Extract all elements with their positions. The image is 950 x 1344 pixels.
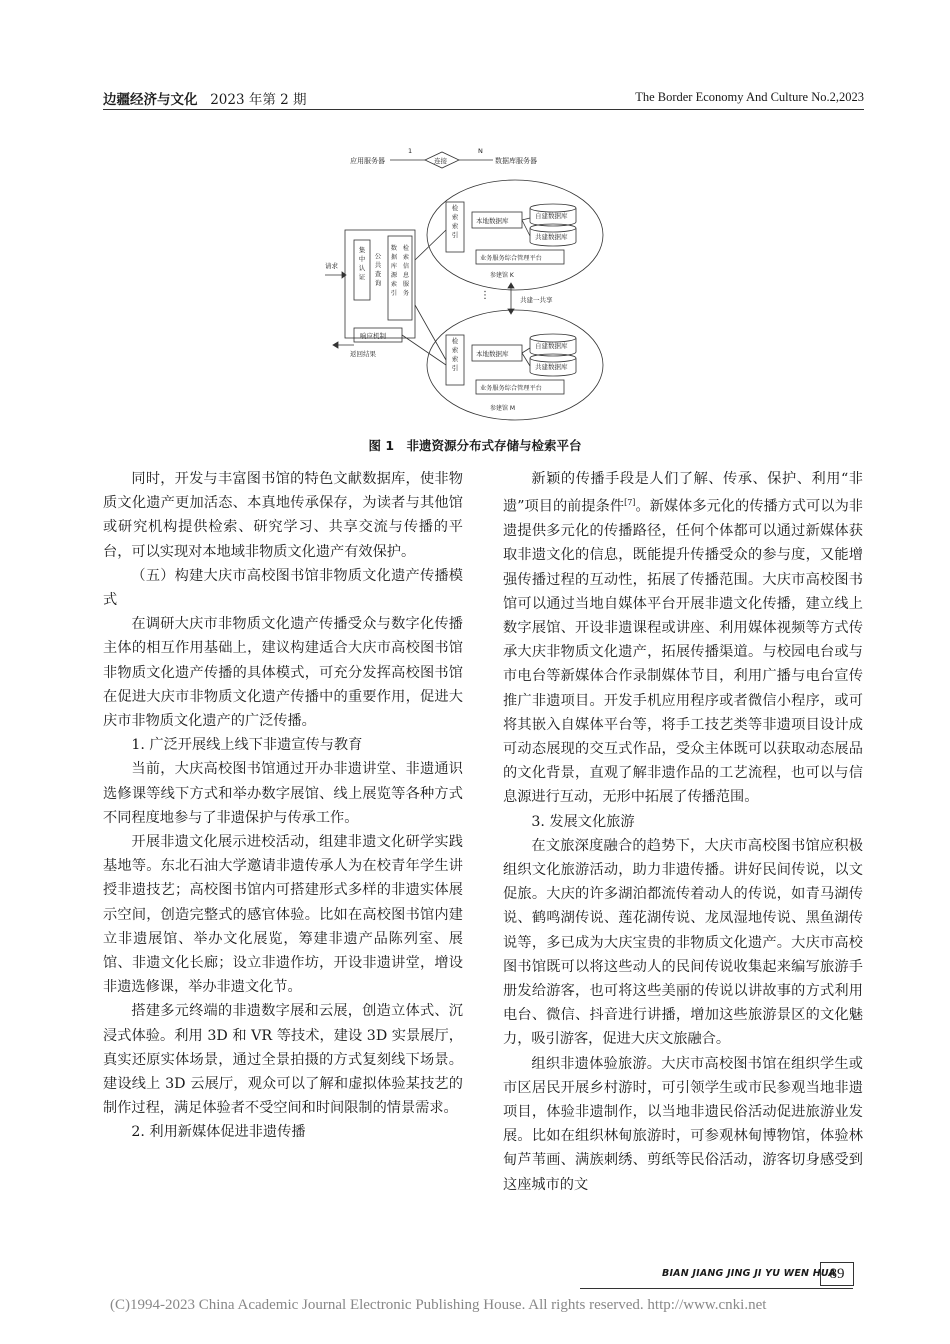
paragraph: 在文旅深度融合的趋势下，大庆市高校图书馆应积极组织文化旅游活动，助力非遗传播。讲好民间传说，以文促旅。大庆的许多湖泊都流传着动人的传说，如青马湖传说、鹤鸣湖传说、莲花湖传说、龙凤湿地传说、黑鱼湖传说等，多已成为大庆宝贵的非物质文化遗产。大庆市高校图书馆既可以将这些动人的民间传说收集起来编写旅游手册发给游客，也可将这些美丽的传说以讲故事的方式利用电台、微信、抖音进行讲播，增加这些旅游景区的文化魅力，吸引游客，促进大庆文旅融合。 xyxy=(503,837,863,1048)
subsection-heading: 1. 广泛开展线上线下非遗宣传与教育 xyxy=(131,737,363,754)
cardinality-n: N xyxy=(478,147,483,155)
shared-db-m: 共建数据库 xyxy=(535,363,568,371)
self-db-m: 自建数据库 xyxy=(535,342,568,350)
paragraph: 当前，大庆高校图书馆通过开办非遗讲堂、非遗通识选修课等线下方式和举办数字展馆、线上展览等各种方式不同程度地参与了非遗保护与传承工作。 xyxy=(103,761,463,826)
paragraph: 同时，开发与丰富图书馆的特色文献数据库，使非物质文化遗产更加活态、本真地传承保存，为读者与其他馆或研究机构提供检索、研究学习、共享交流与传播的平台，可以实现对本地域非物质文化遗产有效保护。 xyxy=(103,471,463,560)
paragraph: 新颖的传播手段是人们了解、传承、保护、利用“非遗”项目的前提条件[7]。新媒体多元化的传播方式可以为非遗提供多元化的传播路径，任何个体都可以通过新媒体获取非遗文化的信息，既能提升传播受众的参与度，又能增强传播过程的互动性，拓展了传播范围。大庆市高校图书馆可以通过当地自媒体平台开展非遗文化传播，建立线上数字展馆、开设非遗课程或讲座、利用媒体视频等方式传承大庆非物质文化遗产，拓展传播渠道。与校园电台或与市电台等新媒体合作录制媒体节目，利用广播与电台宣传推广非遗项目。开发手机应用程序或者微信小程序，或可将其嵌入自媒体平台等，将手工技艺类等非遗项目设计成可动态展现的交互式作品，受众主体既可以获取动态展品的文化背景，直观了解非遗作品的工艺流程，也可以与信息源进行互动，无形中拓展了传播范围。 xyxy=(503,471,863,806)
library-m-label: 参建馆 M xyxy=(490,405,516,412)
running-header-right: The Border Economy And Culture No.2,2023 xyxy=(635,90,864,104)
citation-ref: [7] xyxy=(624,498,636,508)
header-rule xyxy=(103,109,864,110)
footer-journal-pinyin: BIAN JIANG JING JI YU WEN HUA xyxy=(662,1268,836,1279)
journal-title-cn: 边疆经济与文化 xyxy=(103,92,198,108)
local-db-k: 本地数据库 xyxy=(476,217,509,225)
public-query-label: 公共查询 xyxy=(374,252,382,287)
issue-cn: 2023 年第 2 期 xyxy=(210,92,307,108)
auth-label: 集中认证 xyxy=(358,246,366,281)
paragraph: 搭建多元终端的非遗数字展和云展，创造立体式、沉浸式体验。利用 3D 和 VR 等技术，建设 3D 实景展厅，真实还原实体场景，通过全景拍摄的方式复刻线下场景。建设线上 3D 云展厅，观众可以了解和虚拟体验某技艺的制作过程，满足体验者不受空间和时间限制的情景需求。 xyxy=(103,1003,463,1117)
app-server-label: 应用服务器 xyxy=(350,157,385,165)
paragraph: 组织非遗体验旅游。大庆市高校图书馆在组织学生或市区居民开展乡村游时，可引领学生或市民参观当地非遗项目，体验非遗制作，以当地非遗民俗活动促进旅游业发展。比如在组织林甸旅游时，可参观林甸博物馆，体验林甸芦苇画、满族刺绣、剪纸等民俗活动，游客切身感受到这座城市的文 xyxy=(503,1055,863,1193)
right-column xyxy=(503,467,863,1197)
db-source-index-label: 数据库源索引 xyxy=(390,245,398,297)
response-label: 响应机制 xyxy=(360,332,386,340)
self-db-k: 自建数据库 xyxy=(535,212,568,220)
retrieval-index-k: 检索索引 xyxy=(451,204,459,239)
running-header-left xyxy=(103,88,307,108)
shared-db-k: 共建数据库 xyxy=(535,233,568,241)
paragraph: 开展非遗文化展示进校活动，组建非遗文化研学实践基地等。东北石油大学邀请非遗传承人为在校青年学生讲授非遗技艺；高校图书馆内可搭建形式多样的非遗实体展示空间，创造完整式的感官体验。比如在高校图书馆内建立非遗展馆、举办文化展览，筹建非遗产品陈列室、展馆、非遗文化长廊；设立非遗作坊，开设非遗讲堂，增设非遗选修课，举办非遗文化节。 xyxy=(103,834,463,996)
continuation-dots: ⋮ xyxy=(480,290,490,301)
subsection-heading: 2. 利用新媒体促进非遗传播 xyxy=(131,1124,306,1141)
retrieval-service-label: 检索信息服务 xyxy=(402,245,410,297)
copyright-watermark: (C)1994-2023 China Academic Journal Electronic Publishing House. All rights reserved. http://www.cnki.net xyxy=(110,1297,767,1313)
figure-caption: 图 1 非遗资源分布式存储与检索平台 xyxy=(368,438,582,453)
return-label: 返回结果 xyxy=(350,350,376,358)
platform-k: 业务服务综合管理平台 xyxy=(480,255,542,262)
footer-rule xyxy=(580,1288,853,1289)
platform-m: 业务服务综合管理平台 xyxy=(480,385,542,392)
left-column xyxy=(103,467,463,1145)
request-label: 请求 xyxy=(325,262,338,270)
local-db-m: 本地数据库 xyxy=(476,350,509,358)
share-label: 共建一共享 xyxy=(520,296,553,304)
cardinality-one: 1 xyxy=(408,147,413,155)
section-heading: （五）构建大庆市高校图书馆非物质文化遗产传播模式 xyxy=(103,567,463,609)
connect-label: 连接 xyxy=(434,157,447,165)
library-k-label: 参建馆 K xyxy=(490,272,514,279)
page-number: 89 xyxy=(820,1262,854,1286)
paragraph: 在调研大庆市非物质文化遗产传播受众与数字化传播主体的相互作用基础上，建议构建适合大庆市高校图书馆非物质文化遗产传播的具体模式，可充分发挥高校图书馆在促进大庆市非物质文化遗产传播中的重要作用，促进大庆市非物质文化遗产的广泛传播。 xyxy=(103,616,463,730)
retrieval-index-m: 检索索引 xyxy=(451,337,459,372)
db-server-label: 数据库服务器 xyxy=(495,157,537,165)
platform-diagram xyxy=(325,140,640,425)
subsection-heading: 3. 发展文化旅游 xyxy=(531,813,635,830)
